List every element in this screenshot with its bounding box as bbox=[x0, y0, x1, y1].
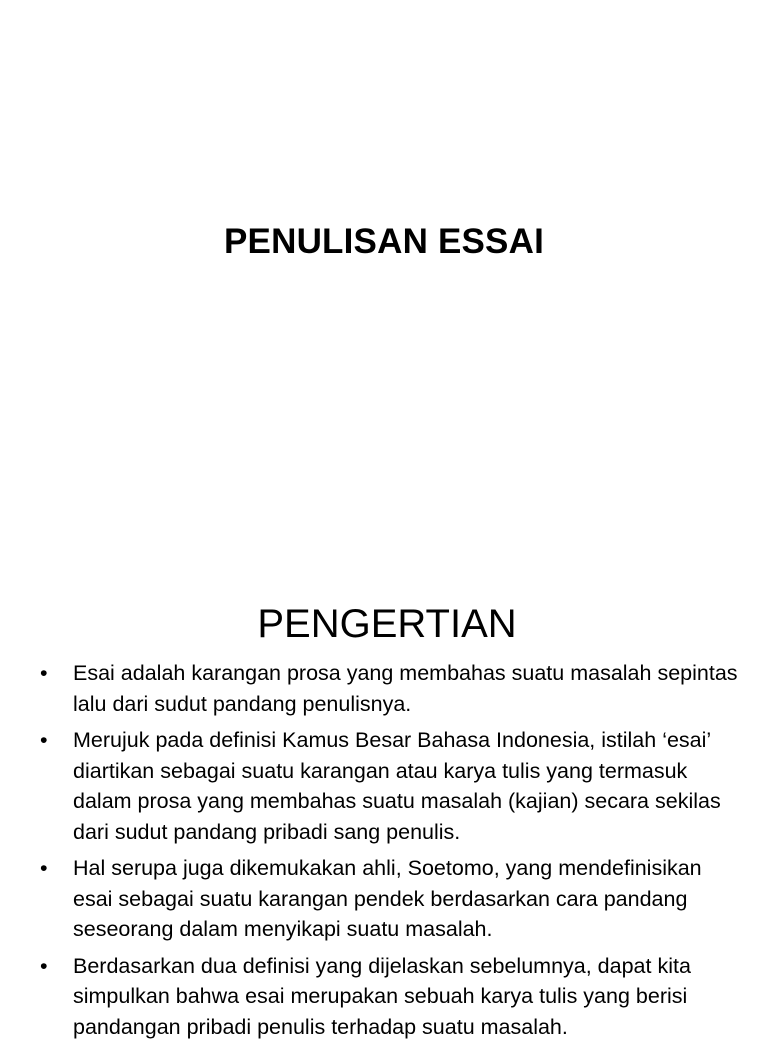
bullet-dot-icon: • bbox=[40, 856, 48, 880]
bullet-dot-icon: • bbox=[40, 661, 48, 685]
section-title: PENGERTIAN bbox=[257, 602, 517, 646]
bullet-item-2 bbox=[40, 725, 740, 847]
bullet-text: Berdasarkan dua definisi yang dijelaskan sebelumnya, dapat kita simpulkan bahwa esai merupakan sebuah karya tulis yang berisi pandangan pribadi penulis terhadap suatu masalah. bbox=[73, 953, 691, 1039]
bullet-text: Esai adalah karangan prosa yang membahas suatu masalah sepintas lalu dari sudut pandang penulisnya. bbox=[73, 661, 738, 716]
bullet-item-3 bbox=[40, 853, 740, 945]
bullet-text: Hal serupa juga dikemukakan ahli, Soetomo, yang mendefinisikan esai sebagai suatu karangan pendek berdasarkan cara pandang seseorang dalam menyikapi suatu masalah. bbox=[73, 856, 702, 941]
slide-title-heading: PENULISAN ESSAI bbox=[224, 222, 544, 261]
bullet-dot-icon: • bbox=[40, 953, 48, 978]
bullet-dot-icon: • bbox=[40, 728, 48, 752]
bullet-item-1 bbox=[40, 658, 740, 719]
bullet-text: Merujuk pada definisi Kamus Besar Bahasa Indonesia, istilah ‘esai’ diartikan sebagai suatu karangan atau karya tulis yang termasuk dalam prosa yang membahas suatu masalah (kajian) secara sekilas dari sudut pandang pribadi sang penulis. bbox=[73, 728, 721, 844]
bullet-item-4 bbox=[40, 951, 740, 1043]
bullet-list bbox=[40, 658, 740, 1048]
slide-definition bbox=[0, 576, 768, 1039]
